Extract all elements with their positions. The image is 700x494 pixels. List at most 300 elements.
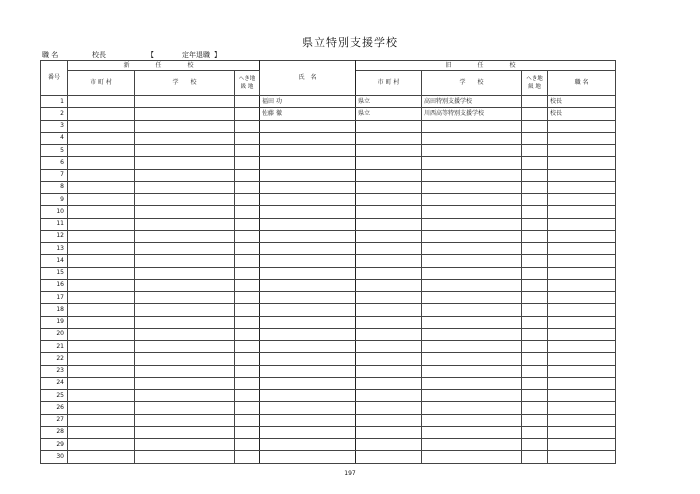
table-row <box>41 267 616 279</box>
header-hekichi-old-line1: へき地 <box>526 76 543 82</box>
cell-city-new <box>68 353 135 365</box>
table-row <box>41 181 616 193</box>
cell-school-old <box>422 243 522 255</box>
cell-position-old <box>548 279 616 291</box>
row-number: 19 <box>41 316 68 328</box>
cell-city-old <box>356 341 422 353</box>
cell-hekichi-old <box>522 194 548 206</box>
page-number: 197 <box>344 470 356 477</box>
row-number: 30 <box>41 451 68 463</box>
cell-school-old <box>422 292 522 304</box>
cell-city-old <box>356 132 422 144</box>
header-school-new: 学 校 <box>135 71 235 96</box>
cell-city-new <box>68 181 135 193</box>
table-row <box>41 145 616 157</box>
cell-hekichi-old <box>522 145 548 157</box>
row-number: 26 <box>41 402 68 414</box>
cell-school-new <box>135 353 235 365</box>
cell-city-old <box>356 120 422 132</box>
cell-school-new <box>135 145 235 157</box>
cell-hekichi-new <box>235 451 260 463</box>
table-row <box>41 341 616 353</box>
row-number: 10 <box>41 206 68 218</box>
cell-school-new <box>135 132 235 144</box>
cell-city-old <box>356 230 422 242</box>
row-number: 16 <box>41 279 68 291</box>
cell-school-new <box>135 108 235 120</box>
cell-city-new <box>68 316 135 328</box>
table-row <box>41 169 616 181</box>
cell-school-old <box>422 255 522 267</box>
cell-city-old: 県立 <box>356 96 422 108</box>
table-row <box>41 365 616 377</box>
cell-hekichi-old <box>522 279 548 291</box>
cell-city-old <box>356 365 422 377</box>
table-row <box>41 402 616 414</box>
cell-name <box>260 341 356 353</box>
cell-city-old <box>356 377 422 389</box>
cell-hekichi-new <box>235 169 260 181</box>
cell-city-old <box>356 402 422 414</box>
header-city-new: 市 町 村 <box>68 71 135 96</box>
cell-position-old <box>548 365 616 377</box>
cell-school-new <box>135 316 235 328</box>
cell-name <box>260 353 356 365</box>
cell-hekichi-old <box>522 267 548 279</box>
cell-position-old <box>548 169 616 181</box>
cell-name <box>260 402 356 414</box>
cell-hekichi-new <box>235 365 260 377</box>
row-number: 28 <box>41 426 68 438</box>
cell-position-old <box>548 451 616 463</box>
cell-school-new <box>135 292 235 304</box>
table-row <box>41 96 616 108</box>
cell-city-new <box>68 120 135 132</box>
cell-name: 佐藤 徹 <box>260 108 356 120</box>
cell-hekichi-old <box>522 414 548 426</box>
row-number: 1 <box>41 96 68 108</box>
cell-school-old <box>422 230 522 242</box>
cell-position-old: 校長 <box>548 96 616 108</box>
cell-position-old <box>548 316 616 328</box>
cell-city-new <box>68 218 135 230</box>
cell-position-old <box>548 439 616 451</box>
header-number: 番号 <box>41 61 68 96</box>
table-row <box>41 120 616 132</box>
cell-school-old <box>422 341 522 353</box>
cell-hekichi-new <box>235 218 260 230</box>
role-value: 校長 <box>92 51 106 59</box>
row-number: 7 <box>41 169 68 181</box>
cell-city-old <box>356 451 422 463</box>
table-row <box>41 206 616 218</box>
cell-hekichi-old <box>522 132 548 144</box>
cell-hekichi-new <box>235 279 260 291</box>
cell-school-old <box>422 157 522 169</box>
cell-hekichi-old <box>522 206 548 218</box>
cell-city-new <box>68 292 135 304</box>
cell-city-old <box>356 267 422 279</box>
cell-hekichi-new <box>235 255 260 267</box>
cell-hekichi-new <box>235 120 260 132</box>
cell-school-new <box>135 402 235 414</box>
row-number: 5 <box>41 145 68 157</box>
header-name: 氏 名 <box>260 61 356 96</box>
cell-position-old <box>548 328 616 340</box>
cell-position-old <box>548 230 616 242</box>
cell-school-old <box>422 390 522 402</box>
table-row <box>41 304 616 316</box>
cell-position-old <box>548 292 616 304</box>
table-row <box>41 279 616 291</box>
cell-school-old <box>422 439 522 451</box>
cell-name <box>260 365 356 377</box>
cell-name <box>260 439 356 451</box>
cell-school-new <box>135 169 235 181</box>
cell-position-old <box>548 218 616 230</box>
cell-school-new <box>135 328 235 340</box>
cell-school-new <box>135 181 235 193</box>
cell-city-old <box>356 255 422 267</box>
cell-hekichi-new <box>235 96 260 108</box>
cell-school-old <box>422 316 522 328</box>
table-row <box>41 414 616 426</box>
row-number: 12 <box>41 230 68 242</box>
cell-school-old <box>422 181 522 193</box>
row-number: 2 <box>41 108 68 120</box>
cell-school-old: 高田特別支援学校 <box>422 96 522 108</box>
cell-school-old <box>422 120 522 132</box>
cell-city-old <box>356 243 422 255</box>
cell-position-old <box>548 132 616 144</box>
cell-position-old <box>548 267 616 279</box>
cell-city-new <box>68 157 135 169</box>
header-old-school-group: 旧 任 校 <box>356 61 616 71</box>
cell-name <box>260 304 356 316</box>
cell-hekichi-old <box>522 426 548 438</box>
cell-hekichi-new <box>235 145 260 157</box>
cell-name <box>260 292 356 304</box>
cell-city-new <box>68 377 135 389</box>
cell-city-new <box>68 169 135 181</box>
cell-school-old <box>422 194 522 206</box>
cell-hekichi-new <box>235 292 260 304</box>
cell-city-new <box>68 255 135 267</box>
cell-school-old <box>422 206 522 218</box>
cell-school-old <box>422 365 522 377</box>
cell-school-new <box>135 365 235 377</box>
cell-city-old <box>356 304 422 316</box>
cell-name <box>260 267 356 279</box>
cell-hekichi-old <box>522 292 548 304</box>
row-number: 6 <box>41 157 68 169</box>
cell-school-old <box>422 377 522 389</box>
table-row <box>41 353 616 365</box>
header-city-old: 市 町 村 <box>356 71 422 96</box>
cell-name <box>260 206 356 218</box>
cell-city-new <box>68 414 135 426</box>
row-number: 23 <box>41 365 68 377</box>
cell-city-old <box>356 181 422 193</box>
cell-school-old <box>422 402 522 414</box>
cell-hekichi-old <box>522 353 548 365</box>
cell-hekichi-old <box>522 218 548 230</box>
cell-position-old <box>548 194 616 206</box>
header-hekichi-new <box>235 71 260 96</box>
bracket-close: 】 <box>214 51 221 59</box>
cell-school-new <box>135 279 235 291</box>
cell-city-new <box>68 230 135 242</box>
cell-hekichi-old <box>522 108 548 120</box>
cell-name <box>260 328 356 340</box>
cell-name <box>260 194 356 206</box>
cell-position-old <box>548 157 616 169</box>
cell-city-new <box>68 390 135 402</box>
row-number: 22 <box>41 353 68 365</box>
cell-name: 福田 功 <box>260 96 356 108</box>
cell-position-old <box>548 145 616 157</box>
cell-school-old <box>422 267 522 279</box>
table-row <box>41 316 616 328</box>
cell-school-old <box>422 328 522 340</box>
cell-position-old: 校長 <box>548 108 616 120</box>
cell-hekichi-new <box>235 328 260 340</box>
cell-school-new <box>135 218 235 230</box>
cell-city-old <box>356 316 422 328</box>
cell-name <box>260 426 356 438</box>
header-school-old: 学 校 <box>422 71 522 96</box>
cell-hekichi-old <box>522 304 548 316</box>
cell-hekichi-new <box>235 132 260 144</box>
table-row <box>41 328 616 340</box>
cell-position-old <box>548 390 616 402</box>
cell-school-new <box>135 426 235 438</box>
cell-hekichi-old <box>522 255 548 267</box>
cell-name <box>260 316 356 328</box>
row-number: 27 <box>41 414 68 426</box>
cell-city-new <box>68 365 135 377</box>
cell-school-old <box>422 353 522 365</box>
cell-hekichi-old <box>522 181 548 193</box>
cell-city-new <box>68 451 135 463</box>
cell-city-new <box>68 194 135 206</box>
cell-school-new <box>135 120 235 132</box>
cell-hekichi-new <box>235 353 260 365</box>
cell-name <box>260 414 356 426</box>
cell-hekichi-new <box>235 157 260 169</box>
cell-name <box>260 145 356 157</box>
cell-name <box>260 218 356 230</box>
cell-hekichi-old <box>522 120 548 132</box>
cell-name <box>260 157 356 169</box>
cell-city-new <box>68 341 135 353</box>
cell-city-old <box>356 218 422 230</box>
cell-school-new <box>135 439 235 451</box>
cell-position-old <box>548 243 616 255</box>
cell-name <box>260 230 356 242</box>
cell-name <box>260 132 356 144</box>
cell-city-new <box>68 426 135 438</box>
cell-school-new <box>135 157 235 169</box>
cell-city-old <box>356 353 422 365</box>
cell-school-old <box>422 451 522 463</box>
header-hekichi-new-line2: 級 地 <box>240 84 254 90</box>
cell-city-new <box>68 145 135 157</box>
cell-city-old <box>356 194 422 206</box>
cell-school-old <box>422 426 522 438</box>
table-row <box>41 292 616 304</box>
cell-school-old <box>422 414 522 426</box>
cell-city-old <box>356 206 422 218</box>
cell-hekichi-new <box>235 108 260 120</box>
table-row <box>41 439 616 451</box>
cell-school-new <box>135 390 235 402</box>
cell-hekichi-old <box>522 439 548 451</box>
row-number: 15 <box>41 267 68 279</box>
cell-position-old <box>548 206 616 218</box>
cell-school-new <box>135 414 235 426</box>
cell-city-new <box>68 206 135 218</box>
cell-hekichi-new <box>235 181 260 193</box>
cell-name <box>260 169 356 181</box>
row-number: 18 <box>41 304 68 316</box>
reason-text: 定年退職 <box>182 51 210 59</box>
cell-school-new <box>135 267 235 279</box>
row-number: 8 <box>41 181 68 193</box>
table-row <box>41 108 616 120</box>
table-row <box>41 132 616 144</box>
cell-hekichi-old <box>522 390 548 402</box>
table-body <box>41 96 616 464</box>
cell-school-new <box>135 377 235 389</box>
cell-city-new <box>68 279 135 291</box>
cell-school-new <box>135 255 235 267</box>
personnel-table <box>40 60 616 464</box>
row-number: 11 <box>41 218 68 230</box>
table-row <box>41 377 616 389</box>
cell-school-old <box>422 132 522 144</box>
cell-hekichi-new <box>235 414 260 426</box>
cell-city-old <box>356 390 422 402</box>
cell-city-new <box>68 108 135 120</box>
cell-position-old <box>548 120 616 132</box>
cell-hekichi-new <box>235 316 260 328</box>
row-number: 3 <box>41 120 68 132</box>
cell-city-old <box>356 145 422 157</box>
cell-hekichi-old <box>522 169 548 181</box>
header-hekichi-new-line1: へき地 <box>238 76 256 82</box>
table-row <box>41 157 616 169</box>
header-row-groups <box>41 61 616 71</box>
cell-name <box>260 279 356 291</box>
row-number: 20 <box>41 328 68 340</box>
cell-city-new <box>68 402 135 414</box>
cell-name <box>260 243 356 255</box>
table-row <box>41 451 616 463</box>
cell-hekichi-new <box>235 426 260 438</box>
cell-hekichi-new <box>235 341 260 353</box>
cell-city-old <box>356 328 422 340</box>
cell-hekichi-new <box>235 230 260 242</box>
table-row <box>41 426 616 438</box>
cell-city-new <box>68 132 135 144</box>
cell-position-old <box>548 402 616 414</box>
cell-city-old <box>356 414 422 426</box>
cell-city-old <box>356 426 422 438</box>
cell-hekichi-old <box>522 230 548 242</box>
table-row <box>41 194 616 206</box>
cell-position-old <box>548 426 616 438</box>
cell-school-new <box>135 341 235 353</box>
cell-hekichi-old <box>522 157 548 169</box>
cell-hekichi-new <box>235 243 260 255</box>
cell-hekichi-new <box>235 206 260 218</box>
cell-school-old <box>422 169 522 181</box>
row-number: 9 <box>41 194 68 206</box>
cell-position-old <box>548 414 616 426</box>
page-title: 県立特別支援学校 <box>302 36 398 49</box>
row-number: 24 <box>41 377 68 389</box>
cell-city-new <box>68 243 135 255</box>
cell-hekichi-old <box>522 96 548 108</box>
row-number: 17 <box>41 292 68 304</box>
cell-hekichi-new <box>235 194 260 206</box>
cell-city-old <box>356 157 422 169</box>
cell-position-old <box>548 341 616 353</box>
cell-hekichi-new <box>235 390 260 402</box>
cell-hekichi-old <box>522 341 548 353</box>
row-number: 25 <box>41 390 68 402</box>
cell-school-old <box>422 218 522 230</box>
cell-school-new <box>135 96 235 108</box>
cell-hekichi-old <box>522 365 548 377</box>
cell-city-new <box>68 328 135 340</box>
row-number: 21 <box>41 341 68 353</box>
cell-school-new <box>135 243 235 255</box>
cell-city-new <box>68 304 135 316</box>
cell-school-new <box>135 451 235 463</box>
cell-position-old <box>548 181 616 193</box>
cell-name <box>260 181 356 193</box>
cell-school-new <box>135 304 235 316</box>
header-hekichi-old <box>522 71 548 96</box>
cell-school-old <box>422 279 522 291</box>
header-hekichi-old-line2: 級 地 <box>528 84 541 90</box>
cell-hekichi-old <box>522 316 548 328</box>
row-number: 4 <box>41 132 68 144</box>
cell-hekichi-old <box>522 243 548 255</box>
cell-name <box>260 120 356 132</box>
cell-city-old <box>356 292 422 304</box>
cell-school-new <box>135 194 235 206</box>
cell-hekichi-new <box>235 377 260 389</box>
cell-hekichi-new <box>235 439 260 451</box>
cell-hekichi-old <box>522 328 548 340</box>
bracket-open: 【 <box>147 51 154 59</box>
cell-city-new <box>68 439 135 451</box>
cell-hekichi-old <box>522 377 548 389</box>
row-number: 29 <box>41 439 68 451</box>
header-position-old: 職 名 <box>548 71 616 96</box>
cell-school-old <box>422 304 522 316</box>
cell-school-old: 川西高等特別支援学校 <box>422 108 522 120</box>
cell-name <box>260 377 356 389</box>
cell-position-old <box>548 377 616 389</box>
cell-city-old <box>356 439 422 451</box>
row-number: 13 <box>41 243 68 255</box>
table-row <box>41 390 616 402</box>
table-row <box>41 230 616 242</box>
